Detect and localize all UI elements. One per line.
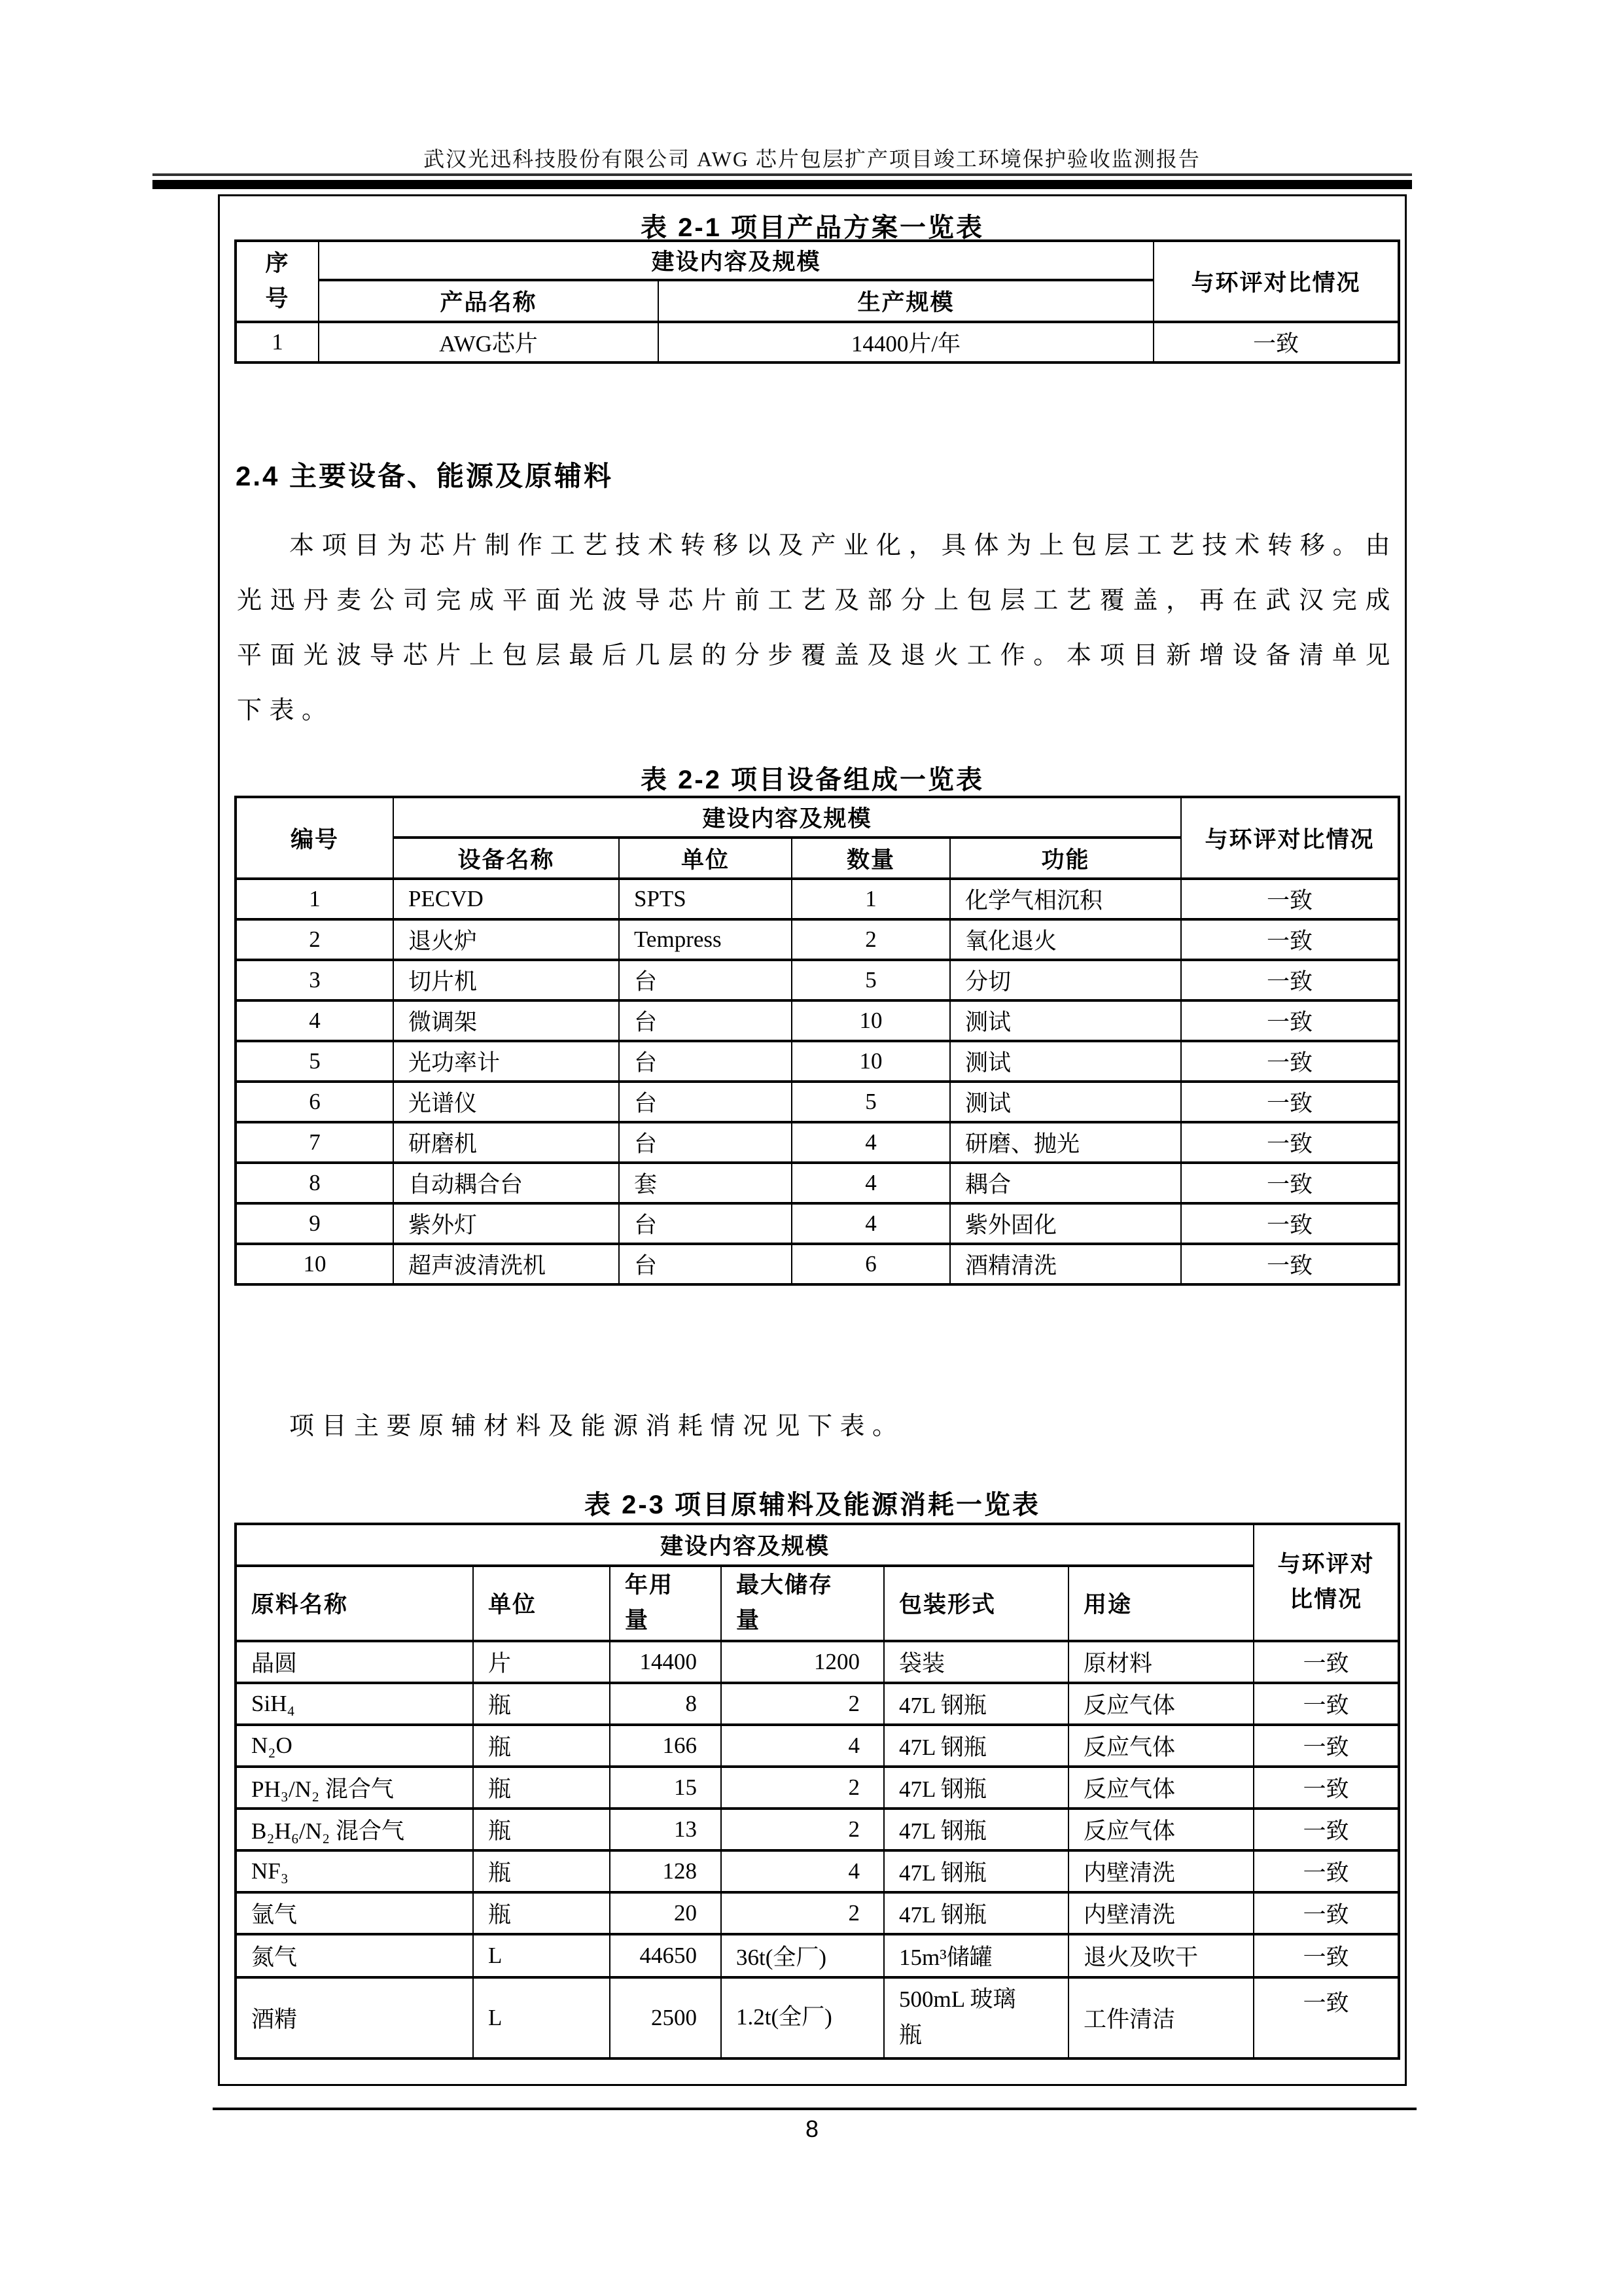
equipment-table	[234, 796, 1400, 1286]
cell-compare: 一致	[1181, 960, 1399, 1000]
cell-unit: 台	[619, 1244, 792, 1284]
cell-unit: 台	[619, 960, 792, 1000]
cell-material-name: SiH₄	[236, 1683, 473, 1725]
cell-index: 9	[236, 1203, 393, 1244]
cell-annual: 128	[610, 1850, 721, 1892]
cell-unit: L	[473, 1934, 610, 1977]
cell-compare: 一致	[1181, 1203, 1399, 1244]
cell-index: 7	[236, 1122, 393, 1163]
cell-index: 10	[236, 1244, 393, 1284]
cell-func: 化学气相沉积	[950, 879, 1181, 919]
section-heading: 2.4 主要设备、能源及原辅料	[236, 461, 614, 491]
cell-equip-name: 光谱仪	[393, 1082, 619, 1122]
cell-unit: 套	[619, 1163, 792, 1203]
cell-func: 酒精清洗	[950, 1244, 1181, 1284]
cell-index: 5	[236, 1041, 393, 1082]
cell-compare: 一致	[1254, 1641, 1399, 1683]
cell-unit: 瓶	[473, 1767, 610, 1809]
footer-rule	[213, 2108, 1417, 2110]
header-cell-unit: 单位	[473, 1566, 610, 1641]
cell-equip-name: 退火炉	[393, 919, 619, 960]
cell-unit: 瓶	[473, 1683, 610, 1725]
product-table	[234, 239, 1400, 364]
table-row	[236, 1163, 1399, 1203]
cell-storage: 1.2t(全厂)	[721, 1977, 884, 2058]
cell-compare: 一致	[1254, 1683, 1399, 1725]
table-row	[236, 1892, 1399, 1934]
header-cell-group: 建设内容及规模	[236, 1524, 1254, 1566]
cell-equip-name: 超声波清洗机	[393, 1244, 619, 1284]
header-cell-compare: 与环评对比情况	[1154, 241, 1399, 322]
cell-func: 研磨、抛光	[950, 1122, 1181, 1163]
table-row	[236, 1244, 1399, 1284]
table-header-row	[236, 241, 1399, 280]
header-cell-index: 编号	[236, 797, 393, 879]
table-header-row	[236, 797, 1399, 838]
header-cell-scale: 生产规模	[658, 280, 1154, 322]
cell-equip-name: PECVD	[393, 879, 619, 919]
table-row	[236, 1203, 1399, 1244]
cell-package: 47L 钢瓶	[884, 1809, 1068, 1850]
paragraph-materials: 项目主要原辅材料及能源消耗情况见下表。	[289, 1413, 905, 1440]
table-row	[236, 1767, 1399, 1809]
cell-index: 3	[236, 960, 393, 1000]
cell-compare: 一致	[1181, 1244, 1399, 1284]
cell-material-name: B₂H₆/N₂ 混合气	[236, 1809, 473, 1850]
cell-equip-name: 研磨机	[393, 1122, 619, 1163]
table-row	[236, 1809, 1399, 1850]
table-row	[236, 1850, 1399, 1892]
header-cell-compare: 与环评对比情况	[1254, 1524, 1399, 1641]
cell-qty: 6	[792, 1244, 950, 1284]
table-row	[236, 1041, 1399, 1082]
cell-usage: 内壁清洗	[1068, 1850, 1254, 1892]
cell-storage: 2	[721, 1683, 884, 1725]
cell-material-name: NF₃	[236, 1850, 473, 1892]
cell-qty: 1	[792, 879, 950, 919]
cell-usage: 原材料	[1068, 1641, 1254, 1683]
cell-compare: 一致	[1254, 1934, 1399, 1977]
cell-material-name: PH₃/N₂ 混合气	[236, 1767, 473, 1809]
cell-unit: 瓶	[473, 1809, 610, 1850]
cell-qty: 10	[792, 1000, 950, 1041]
cell-compare: 一致	[1181, 879, 1399, 919]
header-cell-material-name: 原料名称	[236, 1566, 473, 1641]
cell-qty: 4	[792, 1122, 950, 1163]
table-row	[236, 1000, 1399, 1041]
cell-unit: 瓶	[473, 1725, 610, 1767]
cell-compare: 一致	[1181, 1082, 1399, 1122]
cell-func: 测试	[950, 1041, 1181, 1082]
cell-storage: 2	[721, 1809, 884, 1850]
table-subheader-row	[236, 1566, 1399, 1641]
table-row	[236, 1725, 1399, 1767]
table-row	[236, 1082, 1399, 1122]
cell-func: 分切	[950, 960, 1181, 1000]
cell-annual: 20	[610, 1892, 721, 1934]
header-cell-unit: 单位	[619, 838, 792, 879]
cell-index: 1	[236, 879, 393, 919]
cell-usage: 退火及吹干	[1068, 1934, 1254, 1977]
cell-equip-name: 自动耦合台	[393, 1163, 619, 1203]
cell-compare: 一致	[1181, 1163, 1399, 1203]
cell-usage: 反应气体	[1068, 1683, 1254, 1725]
cell-qty: 5	[792, 960, 950, 1000]
paragraph-process: 本项目为芯片制作工艺技术转移以及产业化，具体为上包层工艺技术转移。由光迅丹麦公司完成平面光波导芯片前工艺及部分上包层工艺覆盖，再在武汉完成平面光波导芯片上包层最后几层的分步覆盖及退火工作。本项目新增设备清单见下表。	[237, 532, 1398, 724]
header-rule-thick	[152, 180, 1412, 189]
cell-unit: SPTS	[619, 879, 792, 919]
header-cell-func: 功能	[950, 838, 1181, 879]
header-cell-group: 建设内容及规模	[319, 241, 1154, 280]
cell-storage: 2	[721, 1767, 884, 1809]
cell-equip-name: 紫外灯	[393, 1203, 619, 1244]
table-2-2-title: 表 2-2 项目设备组成一览表	[640, 766, 985, 794]
materials-table	[234, 1523, 1400, 2060]
cell-compare: 一致	[1254, 1850, 1399, 1892]
table-row	[236, 919, 1399, 960]
cell-annual: 14400	[610, 1641, 721, 1683]
header-cell-package: 包装形式	[884, 1566, 1068, 1641]
cell-package: 15m³储罐	[884, 1934, 1068, 1977]
cell-usage: 工件清洁	[1068, 1977, 1254, 2058]
cell-usage: 反应气体	[1068, 1725, 1254, 1767]
header-cell-equip-name: 设备名称	[393, 838, 619, 879]
header-rule-thin	[152, 173, 1412, 176]
cell-qty: 4	[792, 1163, 950, 1203]
cell-compare: 一致	[1254, 1892, 1399, 1934]
content-border-box	[218, 194, 1407, 2086]
header-cell-annual: 年用量	[610, 1566, 721, 1641]
cell-annual: 166	[610, 1725, 721, 1767]
cell-qty: 5	[792, 1082, 950, 1122]
page-number: 8	[805, 2115, 819, 2142]
table-row	[236, 879, 1399, 919]
table-row	[236, 1122, 1399, 1163]
cell-package: 袋装	[884, 1641, 1068, 1683]
cell-storage: 2	[721, 1892, 884, 1934]
header-cell-usage: 用途	[1068, 1566, 1254, 1641]
cell-material-name: 晶圆	[236, 1641, 473, 1683]
cell-package: 47L 钢瓶	[884, 1850, 1068, 1892]
cell-func: 测试	[950, 1000, 1181, 1041]
table-row	[236, 1934, 1399, 1977]
cell-storage: 36t(全厂)	[721, 1934, 884, 1977]
cell-material-name: 氩气	[236, 1892, 473, 1934]
header-cell-product-name: 产品名称	[319, 280, 658, 322]
cell-unit: 片	[473, 1641, 610, 1683]
cell-material-name: N₂O	[236, 1725, 473, 1767]
cell-qty: 4	[792, 1203, 950, 1244]
cell-index: 8	[236, 1163, 393, 1203]
cell-compare: 一致	[1181, 1122, 1399, 1163]
cell-unit: L	[473, 1977, 610, 2058]
cell-package: 47L 钢瓶	[884, 1725, 1068, 1767]
cell-func: 耦合	[950, 1163, 1181, 1203]
table-2-1-title: 表 2-1 项目产品方案一览表	[640, 213, 985, 242]
cell-scale: 14400片/年	[658, 322, 1154, 362]
cell-unit: 台	[619, 1082, 792, 1122]
cell-storage: 4	[721, 1850, 884, 1892]
header-cell-qty: 数量	[792, 838, 950, 879]
cell-qty: 2	[792, 919, 950, 960]
cell-compare: 一致	[1181, 1000, 1399, 1041]
header-cell-index: 序号	[236, 241, 319, 322]
cell-unit: Tempress	[619, 919, 792, 960]
cell-compare: 一致	[1254, 1767, 1399, 1809]
cell-annual: 2500	[610, 1977, 721, 2058]
cell-compare: 一致	[1154, 322, 1399, 362]
cell-usage: 反应气体	[1068, 1767, 1254, 1809]
page-header-title: 武汉光迅科技股份有限公司 AWG 芯片包层扩产项目竣工环境保护验收监测报告	[423, 147, 1201, 171]
table-row	[236, 322, 1399, 362]
cell-compare: 一致	[1254, 1809, 1399, 1850]
cell-index: 4	[236, 1000, 393, 1041]
cell-unit: 瓶	[473, 1892, 610, 1934]
cell-index: 2	[236, 919, 393, 960]
cell-usage: 内壁清洗	[1068, 1892, 1254, 1934]
cell-unit: 瓶	[473, 1850, 610, 1892]
cell-annual: 13	[610, 1809, 721, 1850]
header-cell-compare: 与环评对比情况	[1181, 797, 1399, 879]
cell-equip-name: 微调架	[393, 1000, 619, 1041]
cell-func: 紫外固化	[950, 1203, 1181, 1244]
cell-storage: 1200	[721, 1641, 884, 1683]
cell-package: 47L 钢瓶	[884, 1683, 1068, 1725]
cell-package: 47L 钢瓶	[884, 1767, 1068, 1809]
cell-compare: 一致	[1254, 1725, 1399, 1767]
table-row	[236, 1683, 1399, 1725]
cell-index: 1	[236, 322, 319, 362]
cell-compare: 一致	[1181, 1041, 1399, 1082]
cell-index: 6	[236, 1082, 393, 1122]
cell-package: 47L 钢瓶	[884, 1892, 1068, 1934]
cell-qty: 10	[792, 1041, 950, 1082]
cell-unit: 台	[619, 1203, 792, 1244]
cell-compare: 一致	[1181, 919, 1399, 960]
cell-compare: 一致	[1254, 1977, 1399, 2058]
cell-usage: 反应气体	[1068, 1809, 1254, 1850]
table-row	[236, 1977, 1399, 2058]
cell-annual: 8	[610, 1683, 721, 1725]
table-header-row	[236, 1524, 1399, 1566]
cell-material-name: 酒精	[236, 1977, 473, 2058]
cell-storage: 4	[721, 1725, 884, 1767]
cell-unit: 台	[619, 1041, 792, 1082]
table-row	[236, 1641, 1399, 1683]
table-2-3-title: 表 2-3 项目原辅料及能源消耗一览表	[584, 1491, 1041, 1519]
header-cell-group: 建设内容及规模	[393, 797, 1181, 838]
cell-package: 500mL 玻璃瓶	[884, 1977, 1068, 2058]
cell-func: 氧化退火	[950, 919, 1181, 960]
cell-annual: 15	[610, 1767, 721, 1809]
cell-equip-name: 切片机	[393, 960, 619, 1000]
cell-annual: 44650	[610, 1934, 721, 1977]
header-cell-storage: 最大储存量	[721, 1566, 884, 1641]
cell-product-name: AWG芯片	[319, 322, 658, 362]
cell-unit: 台	[619, 1122, 792, 1163]
cell-material-name: 氮气	[236, 1934, 473, 1977]
cell-unit: 台	[619, 1000, 792, 1041]
cell-func: 测试	[950, 1082, 1181, 1122]
cell-equip-name: 光功率计	[393, 1041, 619, 1082]
table-row	[236, 960, 1399, 1000]
